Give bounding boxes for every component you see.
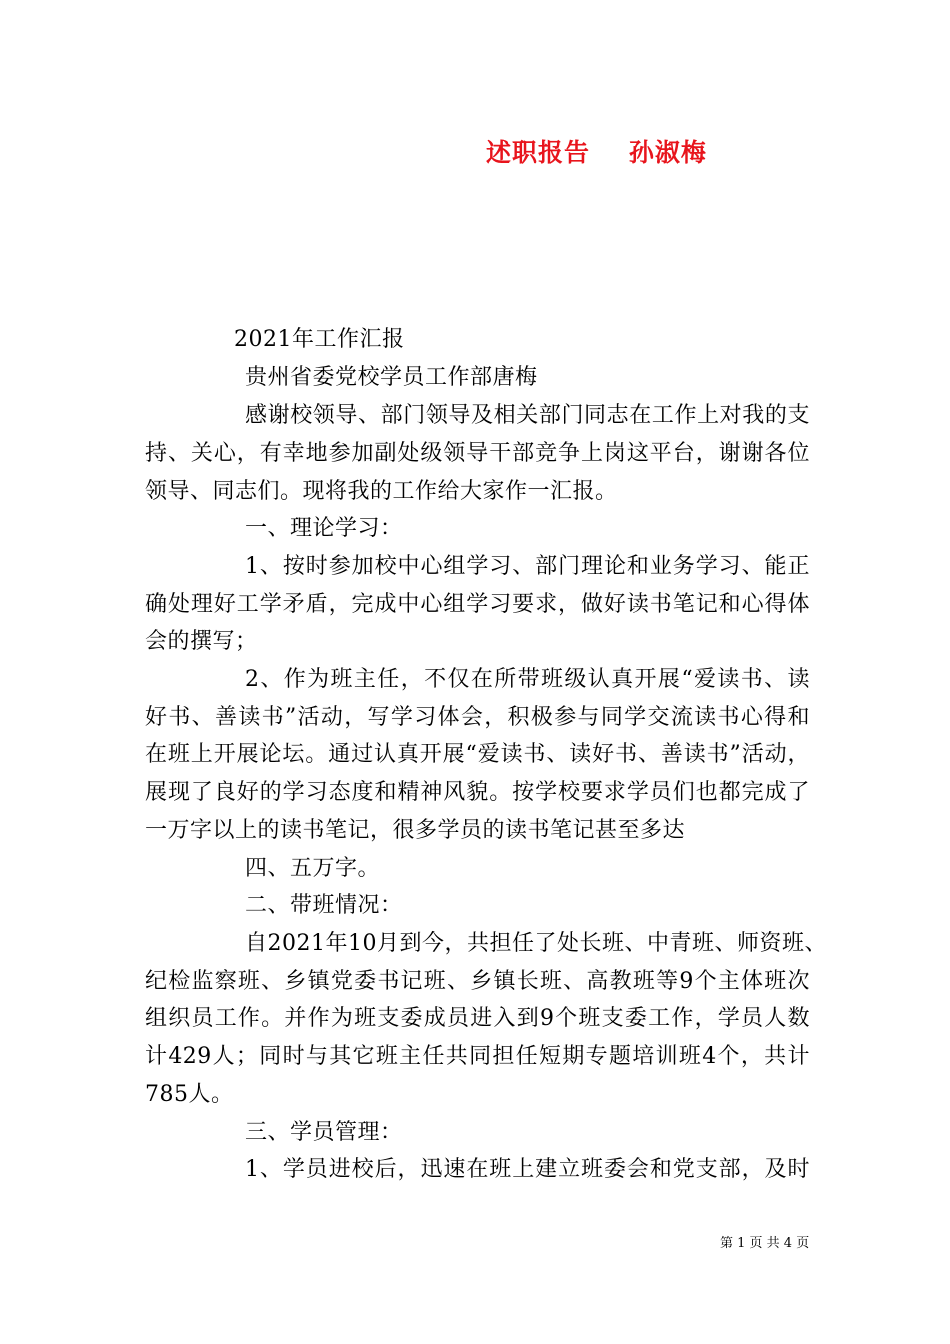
paragraph-line: 2、作为班主任，不仅在所带班级认真开展“爱读书、读 (245, 667, 810, 692)
paragraph-line: 组织员工作。并作为班支委成员进入到9个班支委工作，学员人数 (145, 1006, 810, 1031)
paragraph-line: 在班上开展论坛。通过认真开展“爱读书、读好书、善读书”活动， (145, 742, 810, 767)
paragraph-line: 领导、同志们。现将我的工作给大家作一汇报。 (145, 479, 618, 504)
section-heading: 三、学员管理： (245, 1120, 403, 1145)
author-line: 贵州省委党校学员工作部唐梅 (245, 365, 538, 390)
paragraph-line: 785人。 (145, 1082, 234, 1107)
paragraph-line: 展现了良好的学习态度和精神风貌。按学校要求学员们也都完成了 (145, 780, 810, 805)
paragraph-line: 会的撰写； (145, 629, 258, 654)
page-number: 第 1 页 共 4 页 (720, 1236, 810, 1251)
paragraph-line: 四、五万字。 (245, 856, 381, 881)
section-heading: 二、带班情况： (245, 893, 403, 918)
report-heading: 2021年工作汇报 (234, 327, 405, 352)
paragraph-line: 计429人；同时与其它班主任共同担任短期专题培训班4个，共计 (145, 1044, 810, 1069)
paragraph-line: 确处理好工学矛盾，完成中心组学习要求，做好读书笔记和心得体 (145, 592, 810, 617)
document-title: 述职报告 孙淑梅 (486, 138, 707, 167)
paragraph-line: 1、按时参加校中心组学习、部门理论和业务学习、能正 (245, 554, 810, 579)
section-heading: 一、理论学习： (245, 516, 403, 541)
paragraph-line: 感谢校领导、部门领导及相关部门同志在工作上对我的支 (245, 403, 810, 428)
paragraph-line: 1、学员进校后，迅速在班上建立班委会和党支部，及时 (245, 1157, 810, 1182)
paragraph-line: 一万字以上的读书笔记，很多学员的读书笔记甚至多达 (145, 818, 686, 843)
paragraph-line: 纪检监察班、乡镇党委书记班、乡镇长班、高教班等9个主体班次 (145, 969, 810, 994)
paragraph-line: 持、关心，有幸地参加副处级领导干部竞争上岗这平台，谢谢各位 (145, 441, 810, 466)
paragraph-line: 好书、善读书”活动，写学习体会，积极参与同学交流读书心得和 (145, 705, 810, 730)
paragraph-line: 自2021年10月到今，共担任了处长班、中青班、师资班、 (245, 931, 827, 956)
